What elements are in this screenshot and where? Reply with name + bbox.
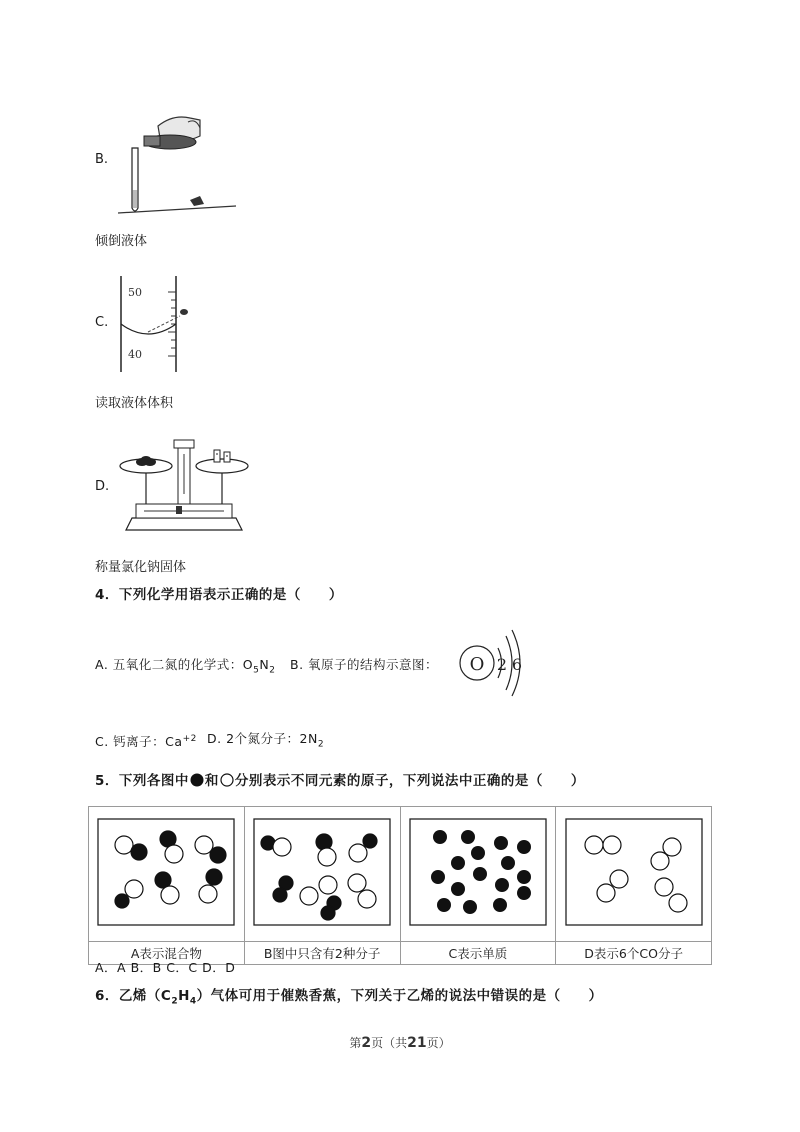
atom-shell1-count: 2 xyxy=(496,655,508,674)
figure-a-diagram xyxy=(96,817,236,927)
q4-option-a-sub2: 2 xyxy=(269,665,276,676)
figure-d-cell xyxy=(556,807,712,942)
question-6-stem xyxy=(95,987,603,1011)
caption-b: 倾倒液体 xyxy=(95,234,148,249)
q5-answer-options: A．A B．B C．C D．D xyxy=(95,960,236,975)
footer-mid: 页（共 xyxy=(371,1036,408,1050)
black-atom-icon xyxy=(189,773,205,787)
scale-label-50: 50 xyxy=(128,286,142,299)
question-4-stem: 4．下列化学用语表示正确的是（ ） xyxy=(95,587,343,603)
q4-option-c-text: C. 钙离子：Ca xyxy=(95,734,183,750)
footer-post: 页） xyxy=(426,1036,451,1050)
atom-shell2-count: 6 xyxy=(511,655,523,674)
q6-stem-pre: 6．乙烯（C xyxy=(95,988,172,1004)
figure-a-label: A表示混合物 xyxy=(89,942,245,965)
white-atom-icon xyxy=(219,773,235,787)
molecule-table xyxy=(88,806,712,965)
q4-option-a-text: A. 五氧化二氮的化学式：O xyxy=(95,657,254,672)
atom-nucleus-label: O xyxy=(469,654,485,675)
q6-stem-post: ）气体可用于催熟香蕉，下列关于乙烯的说法中错误的是（ ） xyxy=(196,988,603,1004)
figure-c-cell xyxy=(400,807,556,942)
q4-option-d-text: D. 2个氮分子：2N xyxy=(207,731,318,746)
option-letter-b: B. xyxy=(95,152,109,167)
q4-option-c-sup: +2 xyxy=(182,734,197,744)
figure-c-diagram xyxy=(408,817,548,927)
figure-d-diagram xyxy=(564,817,704,927)
caption-c: 读取液体体积 xyxy=(95,396,174,411)
q4-option-a-sub1: 5 xyxy=(253,665,260,676)
footer-total-pages: 21 xyxy=(407,1035,427,1051)
q4-option-c xyxy=(95,730,197,751)
q5-stem-post: 分别表示不同元素的原子，下列说法中正确的是（ ） xyxy=(234,773,585,789)
figure-b-label: B图中只含有2种分子 xyxy=(244,942,400,965)
q4-option-d xyxy=(207,730,324,754)
figure-d-label: D表示6个CO分子 xyxy=(556,942,712,965)
page-footer xyxy=(0,1034,800,1051)
q4-option-b: B. 氧原子的结构示意图： xyxy=(290,657,439,672)
q6-sub1: 2 xyxy=(171,996,179,1007)
reading-cylinder-illustration xyxy=(118,272,198,376)
oxygen-atom-diagram xyxy=(452,626,536,700)
balance-weighing-illustration xyxy=(118,434,250,542)
pouring-liquid-illustration xyxy=(118,108,236,218)
option-letter-c: C. xyxy=(95,315,109,330)
figure-b-diagram xyxy=(252,817,392,927)
figure-b-cell xyxy=(244,807,400,942)
figure-a-cell xyxy=(89,807,245,942)
q6-sub2: 4 xyxy=(189,996,197,1007)
q4-option-d-sub: 2 xyxy=(317,739,325,750)
scale-label-40: 40 xyxy=(128,348,142,361)
question-5-stem xyxy=(95,772,585,790)
footer-pre: 第 xyxy=(349,1036,362,1050)
q4-option-a xyxy=(95,656,275,680)
caption-d: 称量氯化钠固体 xyxy=(95,560,187,575)
footer-page-number: 2 xyxy=(361,1035,372,1051)
option-letter-d: D. xyxy=(95,479,110,494)
q5-stem-pre: 5．下列各图中 xyxy=(95,773,189,789)
q5-stem-and: 和 xyxy=(204,773,219,789)
q6-mid: H xyxy=(178,988,190,1004)
q4-option-a-n: N xyxy=(259,657,270,672)
figure-c-label: C表示单质 xyxy=(400,942,556,965)
